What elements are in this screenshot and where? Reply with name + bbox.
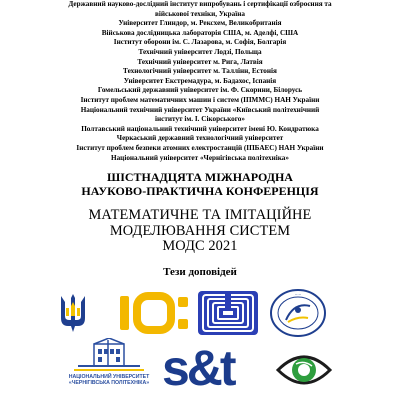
conference-line: НАУКОВО-ПРАКТИЧНА КОНФЕРЕНЦІЯ xyxy=(81,183,319,198)
round-seal-logo-icon xyxy=(268,288,328,338)
title-line: МОДЕЛЮВАННЯ СИСТЕМ xyxy=(109,222,291,239)
organizer-line: Технічний університет м. Рига, Латвія xyxy=(137,57,263,66)
organizer-line: Національний технічний університет України «Київський політехнічний xyxy=(80,105,320,114)
organizer-line: інститут ім. І. Сікорського» xyxy=(155,115,245,124)
conference-heading xyxy=(0,171,400,198)
conference-line: ШІСТНАДЦЯТА МІЖНАРОДНА xyxy=(107,170,293,185)
organizer-line: Черкаський державний технологічний університет xyxy=(116,134,284,143)
organizer-line: Інститут оборони ім. С. Лазарова, м. Софія, Болгарія xyxy=(113,38,287,47)
nulp-caption xyxy=(54,374,164,386)
io-logo-icon xyxy=(118,292,190,334)
organizer-line: Університет Глиндор, м. Рексхем, Великобританія xyxy=(118,19,282,28)
organizer-line: Інститут проблем безпеки атомних електростанцій (ІПБАЕС) НАН України xyxy=(76,143,324,152)
abstracts-label: Тези доповідей xyxy=(163,265,237,278)
coat-of-arms-icon xyxy=(58,292,88,334)
nulp-caption-line: НАЦІОНАЛЬНИЙ УНІВЕРСИТЕТ xyxy=(68,374,150,380)
snt-logo-icon: s&t xyxy=(162,340,234,396)
svg-text:·····: ····· xyxy=(294,292,302,297)
organizer-line: Технологічний університет м. Таллінн, Естонія xyxy=(123,67,277,76)
organizer-line: Національний університет «Чернігівська політехніка» xyxy=(111,153,289,162)
eye-logo-icon xyxy=(276,348,332,392)
organizer-line: Університет Екстремадура, м. Бадахос, Іспанія xyxy=(123,76,277,85)
organizer-line: військової техніки, Україна xyxy=(154,9,246,18)
organizers-list xyxy=(0,0,400,163)
logo-row-top xyxy=(0,288,400,340)
organizer-line: Гомельський державний університет ім. Ф. Скорини, Білорусь xyxy=(97,86,303,95)
organizer-line: Інститут проблем математичних машин і систем (ІПММС) НАН України xyxy=(80,95,320,104)
organizer-line: Полтавський національний технічний університет імені Ю. Кондратюка xyxy=(81,124,319,133)
title-line: МОДС 2021 xyxy=(162,238,238,255)
title-line: МАТЕМАТИЧНЕ ТА ІМІТАЦІЙНЕ xyxy=(88,206,312,223)
building-logo-icon xyxy=(64,338,154,372)
nulp-caption-line: «ЧЕРНІГІВСЬКА ПОЛІТЕХНІКА» xyxy=(68,380,150,386)
conference-title xyxy=(0,208,400,255)
logo-row-bottom xyxy=(0,338,400,400)
organizer-line: Військова дослідницька лабораторія США, м. Аделфі, США xyxy=(101,28,299,37)
organizer-line: Технічний університет Лодзі, Польща xyxy=(138,47,262,56)
organizer-line: Державний науково-дослідний інститут випробувань і сертифікації озброєння та xyxy=(68,0,332,8)
ipmms-logo-icon xyxy=(197,290,259,336)
